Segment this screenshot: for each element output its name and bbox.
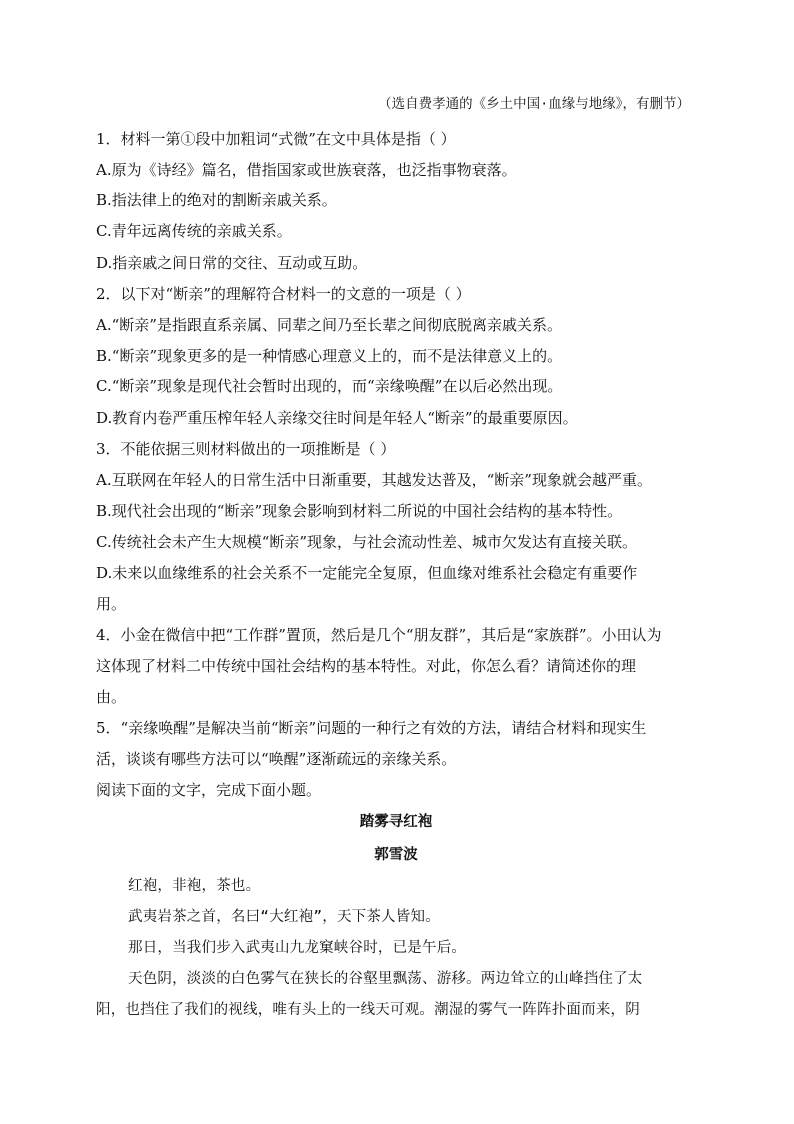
source-note: （选自费孝通的《乡土中国·血缘与地缘》，有删节） [378, 96, 690, 112]
question-3-stem: 3．不能依据三则材料做出的一项推断是（ ） [96, 440, 396, 458]
question-4-line-2: 这体现了材料二中传统中国社会结构的基本特性。对此，你怎么看？请简述你的理 [96, 657, 637, 675]
article-paragraph-2: 武夷岩茶之首，名曰“大红袍”，天下茶人皆知。 [128, 909, 440, 925]
question-3-option-b: B.现代社会出现的“断亲”现象会影响到材料二所说的中国社会结构的基本特性。 [96, 502, 623, 520]
question-2-option-a: A.“断亲”是指跟直系亲属、同辈之间乃至长辈之间彻底脱离亲戚关系。 [96, 316, 562, 334]
article-title: 踏雾寻红袍 [359, 814, 433, 830]
question-1-stem: 1．材料一第①段中加粗词“式微”在文中具体是指（ ） [96, 130, 456, 148]
question-1-option-a: A.原为《诗经》篇名，借指国家或世族衰落，也泛指事物衰落。 [96, 161, 517, 179]
article-paragraph-1: 红袍，非袍，茶也。 [128, 878, 261, 894]
question-1-option-d: D.指亲戚之间日常的交往、互动或互助。 [96, 254, 368, 272]
question-3-option-a: A.互联网在年轻人的日常生活中日渐重要，其越发达普及，“断亲”现象就会越严重。 [96, 471, 652, 489]
question-2-option-c: C.“断亲”现象是现代社会暂时出现的，而“亲缘唤醒”在以后必然出现。 [96, 377, 563, 395]
question-1-option-b: B.指法律上的绝对的割断亲戚关系。 [96, 191, 337, 209]
question-4-line-1: 4．小金在微信中把“工作群”置顶，然后是几个“朋友群”，其后是“家族群”。小田认为 [96, 626, 662, 644]
question-3-option-d-line-2: 用。 [96, 595, 127, 613]
question-5-line-2: 活，谈谈有哪些方法可以“唤醒”逐渐疏远的亲缘关系。 [96, 750, 457, 768]
question-4-line-3: 由。 [96, 688, 127, 706]
question-3-option-c: C.传统社会未产生大规模“断亲”现象，与社会流动性差、城市欠发达有直接关联。 [96, 533, 638, 551]
reading-instruction: 阅读下面的文字，完成下面小题。 [96, 781, 322, 799]
question-2-stem: 2．以下对“断亲”的理解符合材料一的文意的一项是（ ） [96, 285, 471, 303]
article-author: 郭雪波 [374, 847, 418, 863]
question-5-line-1: 5．“亲缘唤醒”是解决当前“断亲”问题的一种行之有效的方法，请结合材料和现实生 [96, 719, 647, 737]
article-paragraph-4-line-1: 天色阴，淡淡的白色雾气在狭长的谷壑里飘荡、游移。两边耸立的山峰挡住了太 [128, 971, 643, 987]
question-1-option-c: C.青年远离传统的亲戚关系。 [96, 222, 292, 240]
question-3-option-d-line-1: D.未来以血缘维系的社会关系不一定能完全复原，但血缘对维系社会稳定有重要作 [96, 564, 638, 582]
question-2-option-d: D.教育内卷严重压榨年轻人亲缘交往时间是年轻人“断亲”的最重要原因。 [96, 409, 578, 427]
article-paragraph-4-line-2: 阳，也挡住了我们的视线，唯有头上的一线天可观。潮湿的雾气一阵阵扑面而来，阴 [96, 1002, 640, 1018]
question-2-option-b: B.“断亲”现象更多的是一种情感心理意义上的，而不是法律意义上的。 [96, 347, 563, 365]
article-paragraph-3: 那日，当我们步入武夷山九龙窠峡谷时，已是午后。 [128, 940, 467, 956]
